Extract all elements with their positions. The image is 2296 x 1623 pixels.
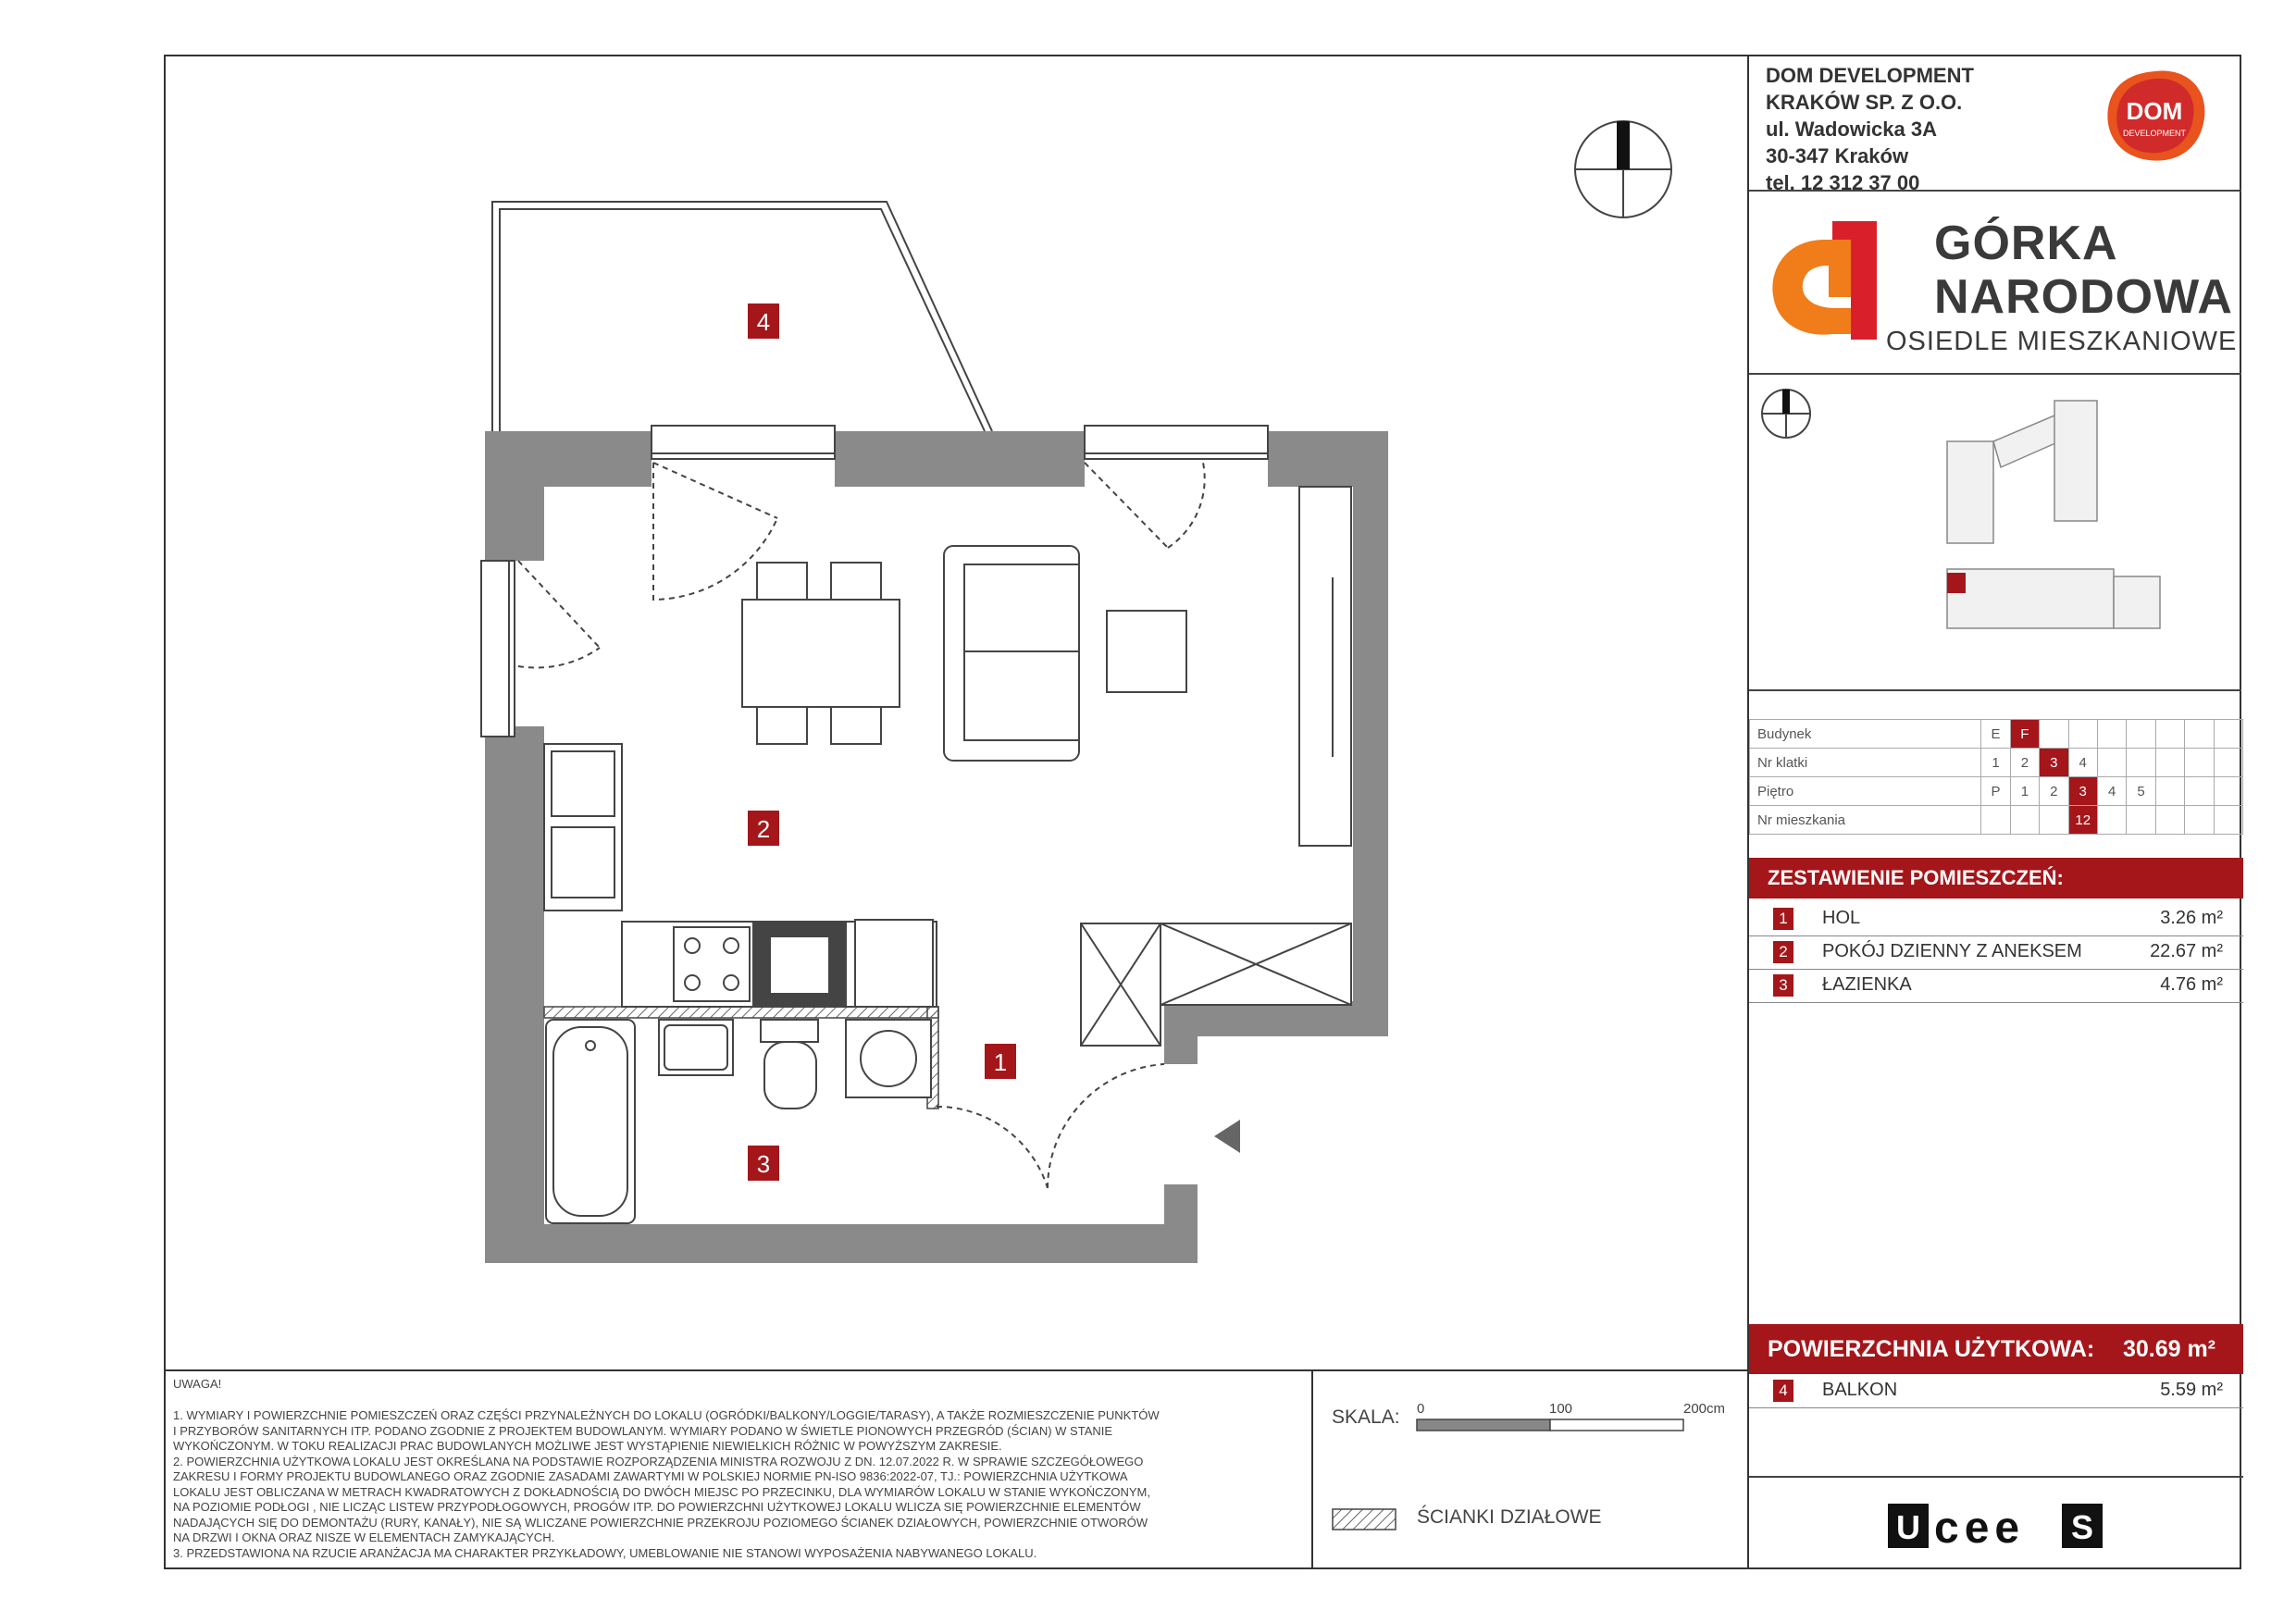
key-plan-north-icon xyxy=(1762,390,1810,438)
scale-legend-block xyxy=(1311,1369,1747,1568)
room-area: 5.59 m² xyxy=(2160,1380,2223,1400)
dom-development-logo xyxy=(2101,66,2210,166)
info-cell-selected: F xyxy=(2010,720,2039,749)
company-branch: KRAKÓW SP. Z O.O. xyxy=(1766,91,1963,114)
info-cell xyxy=(1981,806,2010,835)
info-cell: 4 xyxy=(2068,749,2097,777)
info-cell xyxy=(2155,749,2184,777)
total-area-value: 30.69 m² xyxy=(2122,1336,2215,1362)
brand-line-3: OSIEDLE MIESZKANIOWE xyxy=(1886,327,2238,356)
scale-tick-200: 200cm xyxy=(1683,1401,1726,1417)
info-cell xyxy=(2185,720,2214,749)
info-cell-selected: 3 xyxy=(2040,749,2068,777)
scale-label: SKALA: xyxy=(1332,1406,1400,1428)
key-plan xyxy=(1749,375,2241,691)
info-cell: 2 xyxy=(2040,777,2068,806)
room-area: 4.76 m² xyxy=(2160,974,2223,995)
svg-text:U: U xyxy=(1896,1508,1920,1546)
notes-body: 1. WYMIARY I POWIERZCHNIE POMIESZCZEŃ ORAZ CZĘŚCI PRZYNALEŻNYCH DO LOKALU (OGRÓDKI/BALKONY/LOGGIE/TARASY), A TAKŻE ROZMIESZCZENIE PUNKTÓW I PRZYBORÓW SANITARNYCH ITP. PODANO ZGODNIE Z PROJEKTEM BUDOWLANYM. WYMIARY PODANO W ŚWIETLE PIONOWYCH PRZEGRÓD (ŚCIAN) W STANIE WYKOŃCZONYM. W TOKU REALIZACJI PRAC BUDOWLANYCH MOŻLIWE JEST WYSTĄPIENIE NIEWIELKICH RÓŻNIC W POWYŻSZYM ZAKRESIE. 2. POWIERZCHNIA UŻYTKOWA LOKALU JEST OKREŚLANA NA PODSTAWIE ROZPORZĄDZENIA MINISTRA ROZWOJU Z DN. 12.07.2022 R. W SPRAWIE SZCZEGÓŁOWEGO ZAKRESU I FORMY PROJEKTU BUDOWLANEGO ORAZ ZGODNIE ZASADAMI ZAWARTYMI W POLSKIEJ NORMIE PN-ISO 9836:2022-07, TJ.: POWIERZCHNIA UŻYTKOWA LOKALU JEST OBLICZANA W METRACH KWADRATOWYCH Z DOKŁADNOŚCIĄ DO DWÓCH MIEJSC PO PRZECINKU, DLA WYMIARÓW LOKALU W STANIE WYKOŃCZONYM, NA POZIOMIE PODŁOGI , NIE LICZĄC LISTEW PRZYPODŁOGOWYCH, PROGÓW ITP. DO POWIERZCHNI UŻYTKOWEJ LOKALU WLICZA SIĘ POWIERZCHNIE ELEMENTÓW NADAJĄCYCH SIĘ DO DEMONTAŻU (RURY, KANAŁY), NIE SĄ WLICZANE POWIERZCHNIE PRZEKROJU POZIOMEGO ŚCIANEK DZIAŁOWYCH, POWIERZCHNIE OTWORÓW NA DRZWI I OKNA ORAZ NISZE W ELEMENTACH ZAMYKAJĄCYCH. 3. PRZEDSTAWIONA NA RZUCIE ARANŻACJA MA CHARAKTER PRZYKŁADOWY, UMEBLOWANIE NIE STANOWI WYPOSAŻENIA NABYWANEGO LOKALU. xyxy=(173,1408,1160,1560)
rooms-heading: ZESTAWIENIE POMIESZCZEŃ: xyxy=(1749,858,2243,898)
scale-tick-100: 100 xyxy=(1549,1401,1573,1417)
room-4-number: 4 xyxy=(756,308,771,336)
info-cell xyxy=(2214,806,2242,835)
info-label: Budynek xyxy=(1750,720,1981,749)
info-label: Nr klatki xyxy=(1750,749,1981,777)
room-name: BALKON xyxy=(1822,1380,1898,1400)
notes-block xyxy=(166,1369,1311,1568)
notes-heading: UWAGA! xyxy=(173,1377,222,1391)
location-table xyxy=(1749,719,2243,835)
dom-logo-subtext: DEVELOPMENT xyxy=(2122,129,2187,138)
info-cell xyxy=(2214,777,2242,806)
info-cell xyxy=(2127,720,2155,749)
total-area-label: POWIERZCHNIA UŻYTKOWA: xyxy=(1768,1336,2095,1362)
info-row-klatka xyxy=(1750,749,2243,777)
room-area: 3.26 m² xyxy=(2160,908,2223,928)
info-cell: 1 xyxy=(1981,749,2010,777)
info-cell xyxy=(2214,720,2242,749)
scale-bar xyxy=(1415,1418,1693,1436)
company-street: ul. Wadowicka 3A xyxy=(1766,118,1938,141)
info-cell: 2 xyxy=(2010,749,2039,777)
brand-block xyxy=(1749,192,2241,375)
key-plan-drawing xyxy=(1749,375,2243,691)
room-number: 4 xyxy=(1773,1380,1793,1402)
dom-logo-text: DOM xyxy=(2126,97,2183,125)
ucees-logo xyxy=(1749,1476,2243,1570)
info-cell-selected: 12 xyxy=(2068,806,2097,835)
info-cell xyxy=(2010,806,2039,835)
partition-legend-swatch xyxy=(1332,1508,1398,1532)
info-cell: E xyxy=(1981,720,2010,749)
info-cell xyxy=(2097,749,2126,777)
room-number: 2 xyxy=(1773,941,1793,963)
info-cell: P xyxy=(1981,777,2010,806)
room-row-balkon xyxy=(1749,1374,2243,1408)
brand-line-2: NARODOWA xyxy=(1934,270,2233,324)
info-cell xyxy=(2185,806,2214,835)
room-row-lazienka xyxy=(1749,969,2243,1003)
svg-text:S: S xyxy=(2070,1508,2094,1546)
room-number: 1 xyxy=(1773,908,1793,930)
brand-line-1: GÓRKA xyxy=(1934,217,2118,270)
room-name: ŁAZIENKA xyxy=(1822,974,1912,995)
svg-text:cee: cee xyxy=(1934,1504,2026,1553)
info-label: Piętro xyxy=(1750,777,1981,806)
info-row-pietro xyxy=(1750,777,2243,806)
sidebar xyxy=(1747,55,2241,1569)
room-row-pokoj xyxy=(1749,935,2243,970)
gorka-narodowa-logo xyxy=(1768,212,1906,341)
ucees-logo-drawing xyxy=(1749,1478,2243,1570)
room-name: POKÓJ DZIENNY Z ANEKSEM xyxy=(1822,941,2082,961)
scale-tick-0: 0 xyxy=(1417,1401,1425,1417)
info-label: Nr mieszkania xyxy=(1750,806,1981,835)
company-name: DOM DEVELOPMENT xyxy=(1766,64,1974,87)
company-city: 30-347 Kraków xyxy=(1766,144,1909,167)
room-area: 22.67 m² xyxy=(2150,941,2223,961)
info-row-budynek xyxy=(1750,720,2243,749)
info-cell xyxy=(2185,777,2214,806)
info-cell xyxy=(2127,806,2155,835)
info-cell xyxy=(2214,749,2242,777)
room-row-hol xyxy=(1749,902,2243,936)
info-cell xyxy=(2040,720,2068,749)
info-cell xyxy=(2097,720,2126,749)
info-cell xyxy=(2068,720,2097,749)
info-cell xyxy=(2155,806,2184,835)
info-cell xyxy=(2155,720,2184,749)
company-phone: tel. 12 312 37 00 xyxy=(1766,171,1920,194)
room-1-number: 1 xyxy=(993,1048,1008,1076)
info-cell: 1 xyxy=(2010,777,2039,806)
info-cell xyxy=(2185,749,2214,777)
company-block xyxy=(1749,55,2241,192)
room-3-number: 3 xyxy=(756,1150,771,1178)
info-cell: 5 xyxy=(2127,777,2155,806)
room-number: 3 xyxy=(1773,974,1793,997)
room-name: HOL xyxy=(1822,908,1861,928)
info-cell xyxy=(2040,806,2068,835)
info-cell xyxy=(2155,777,2184,806)
room-2-number: 2 xyxy=(756,815,771,843)
info-cell xyxy=(2127,749,2155,777)
info-cell: 4 xyxy=(2097,777,2126,806)
info-cell-selected: 3 xyxy=(2068,777,2097,806)
total-area-bar xyxy=(1749,1324,2243,1374)
info-row-mieszkanie xyxy=(1750,806,2243,835)
partition-legend-label: ŚCIANKI DZIAŁOWE xyxy=(1417,1506,1602,1528)
info-cell xyxy=(2097,806,2126,835)
